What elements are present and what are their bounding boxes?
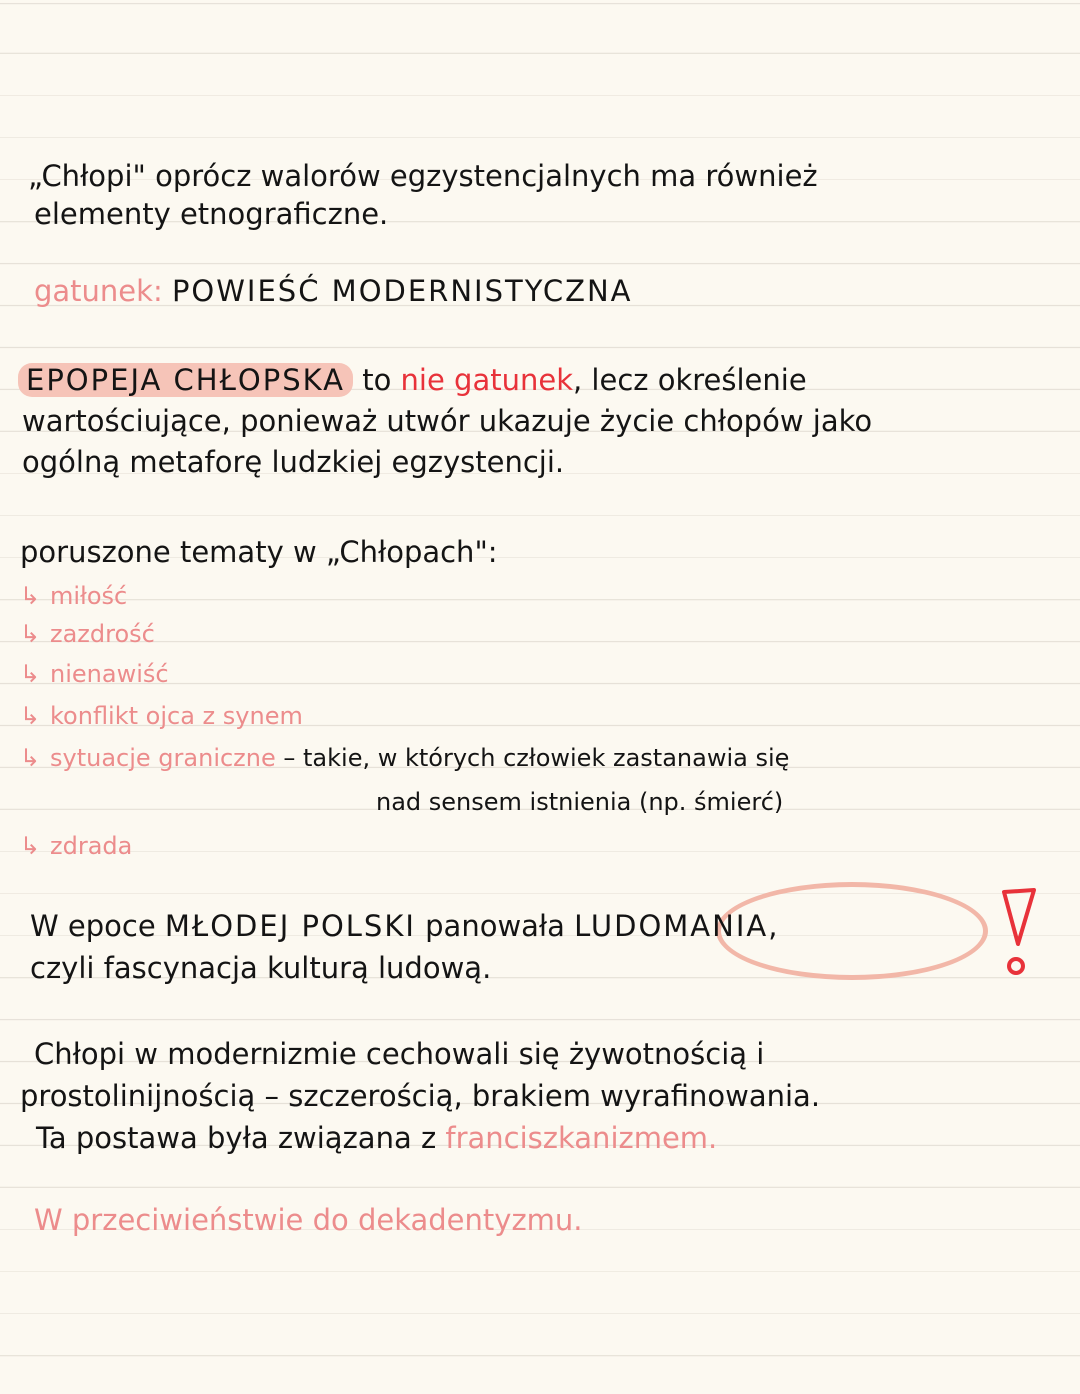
topic-item — [20, 698, 303, 734]
genre-line — [34, 273, 632, 309]
topic-item — [20, 616, 155, 652]
boundary-definition-2: nad sensem istnienia (np. śmierć) — [376, 788, 784, 816]
topic-item — [20, 578, 127, 614]
ludomania-era: MŁODEJ POLSKI — [164, 909, 416, 943]
arrow-icon: ↳ — [20, 702, 41, 730]
contrast-line: W przeciwieństwie do dekadentyzmu. — [34, 1203, 583, 1237]
exclamation-icon — [998, 886, 1038, 982]
topic-label: nienawiść — [50, 660, 169, 688]
arrow-icon: ↳ — [20, 582, 41, 610]
topic-item — [20, 656, 169, 692]
modernism-line-1: Chłopi w modernizmie cechowali się żywotnością i — [34, 1037, 765, 1071]
ludomania-mid: panowała — [425, 909, 565, 943]
intro-line-1: „Chłopi" oprócz walorów egzystencjalnych ma również — [28, 159, 818, 193]
topic-label: zazdrość — [50, 620, 155, 648]
topic-label: zdrada — [50, 832, 133, 860]
topic-label: miłość — [50, 582, 128, 610]
topic-item-boundary — [20, 740, 789, 776]
topic-label: sytuacje graniczne — [50, 744, 276, 772]
epopeja-line-2: wartościujące, ponieważ utwór ukazuje życie chłopów jako — [22, 404, 873, 438]
arrow-icon: ↳ — [20, 744, 41, 772]
arrow-icon: ↳ — [20, 832, 41, 860]
ludomania-comma: , — [768, 909, 778, 943]
topic-label: konflikt ojca z synem — [50, 702, 303, 730]
modernism-line-3-text: Ta postawa była związana z — [36, 1121, 437, 1155]
epopeja-line-3: ogólną metaforę ludzkiej egzystencji. — [22, 445, 565, 479]
topic-item — [20, 828, 132, 864]
modernism-line-3 — [36, 1120, 717, 1156]
genre-label: gatunek: — [34, 274, 163, 308]
epopeja-line-1 — [18, 362, 807, 398]
modernism-term: franciszkanizmem. — [445, 1121, 718, 1155]
topics-heading: poruszone tematy w „Chłopach": — [20, 535, 498, 569]
epopeja-to: to — [362, 363, 392, 397]
ludomania-pre: W epoce — [30, 909, 156, 943]
ludomania-line-2: czyli fascynacja kulturą ludową. — [30, 951, 492, 985]
epopeja-term: EPOPEJA CHŁOPSKA — [18, 363, 353, 397]
boundary-definition-1: – takie, w których człowiek zastanawia się — [283, 744, 790, 772]
arrow-icon: ↳ — [20, 620, 41, 648]
epopeja-rest: , lecz określenie — [573, 363, 807, 397]
ludomania-line-1 — [30, 908, 777, 944]
epopeja-not-genre: nie gatunek — [400, 363, 573, 397]
ludomania-term: LUDOMANIA — [574, 909, 769, 943]
arrow-icon: ↳ — [20, 660, 41, 688]
genre-value: POWIEŚĆ MODERNISTYCZNA — [171, 274, 633, 308]
intro-line-2: elementy etnograficzne. — [34, 197, 389, 231]
modernism-line-2: prostolinijnością – szczerością, brakiem wyrafinowania. — [20, 1079, 821, 1113]
